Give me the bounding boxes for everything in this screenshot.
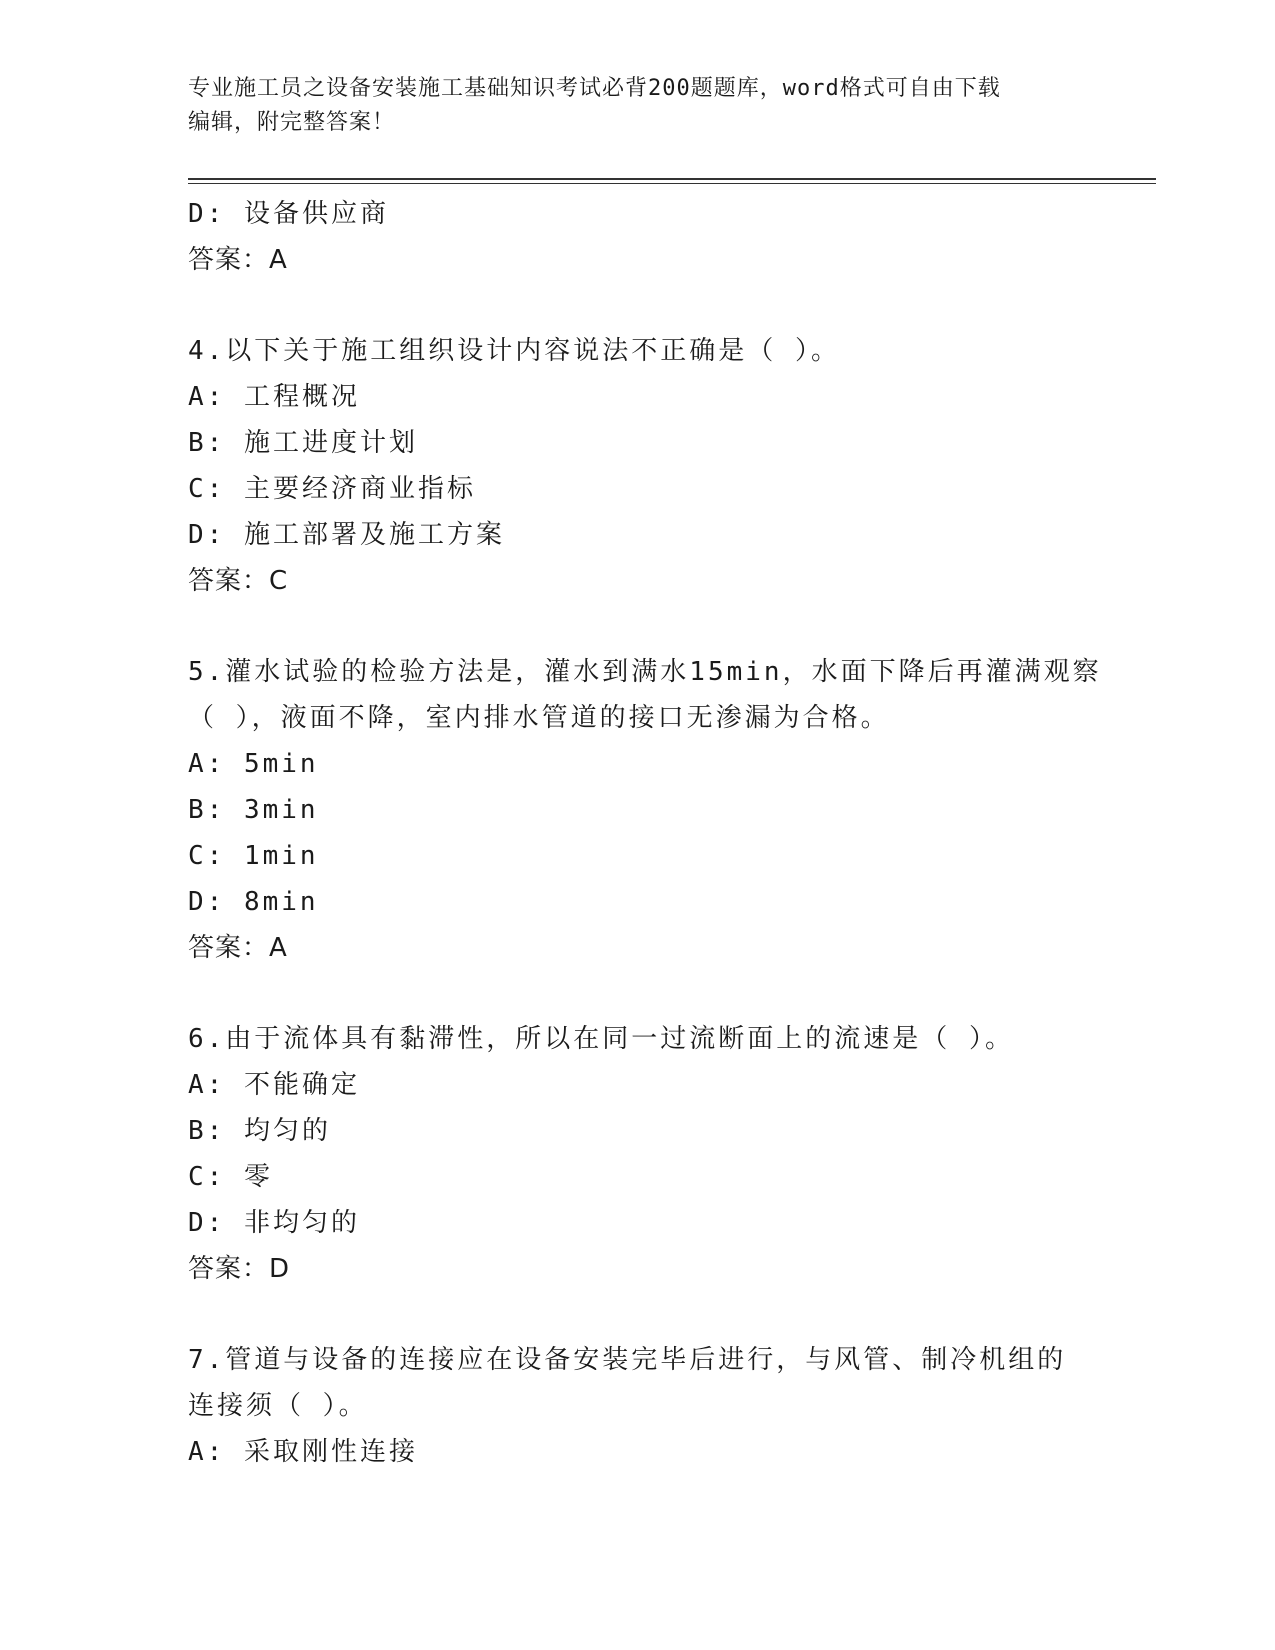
q3-answer: 答案：A (188, 245, 288, 275)
header-divider-thin (188, 183, 1156, 184)
q6-question: 6.由于流体具有黏滞性，所以在同一过流断面上的流速是（ ）。 (188, 1024, 1014, 1054)
q5-option-a: A: 5min (188, 749, 319, 779)
q7-question-line-1: 7.管道与设备的连接应在设备安装完毕后进行，与风管、制冷机组的 (188, 1345, 1067, 1375)
q6-option-c: C: 零 (188, 1162, 273, 1192)
q4-option-c: C: 主要经济商业指标 (188, 474, 476, 504)
q4-answer: 答案：C (188, 566, 289, 596)
q5-option-c: C: 1min (188, 841, 319, 871)
q7-question-line-2: 连接须（ ）。 (188, 1391, 368, 1421)
question-spacer (188, 283, 1088, 328)
q5-question-line-1: 5.灌水试验的检验方法是，灌水到满水15min，水面下降后再灌满观察 (188, 657, 1102, 687)
q5-answer: 答案：A (188, 933, 288, 963)
q4-option-d: D: 施工部署及施工方案 (188, 520, 505, 550)
header-divider-thick (188, 178, 1156, 180)
q4-option-a: A: 工程概况 (188, 382, 360, 412)
q7-option-a: A: 采取刚性连接 (188, 1437, 418, 1467)
q6-answer: 答案：D (188, 1254, 291, 1284)
q5-option-b: B: 3min (188, 795, 319, 825)
question-list (188, 191, 1102, 1475)
q6-option-a: A: 不能确定 (188, 1070, 360, 1100)
q6-option-d: D: 非均匀的 (188, 1208, 360, 1238)
document-header (188, 72, 1088, 140)
q5-question-line-2: （ ），液面不降，室内排水管道的接口无渗漏为合格。 (188, 703, 890, 733)
question-spacer (188, 971, 1088, 1016)
question-spacer (188, 1292, 1088, 1337)
q6-option-b: B: 均匀的 (188, 1116, 331, 1146)
q4-option-b: B: 施工进度计划 (188, 428, 418, 458)
q5-option-d: D: 8min (188, 887, 319, 917)
q4-question: 4.以下关于施工组织设计内容说法不正确是（ ）。 (188, 336, 840, 366)
question-spacer (188, 604, 1088, 649)
header-title-line-1: 专业施工员之设备安装施工基础知识考试必背200题题库，word格式可自由下载 (188, 76, 1001, 101)
q3-option-d: D: 设备供应商 (188, 199, 389, 229)
header-title-line-2: 编辑，附完整答案！ (188, 110, 396, 135)
